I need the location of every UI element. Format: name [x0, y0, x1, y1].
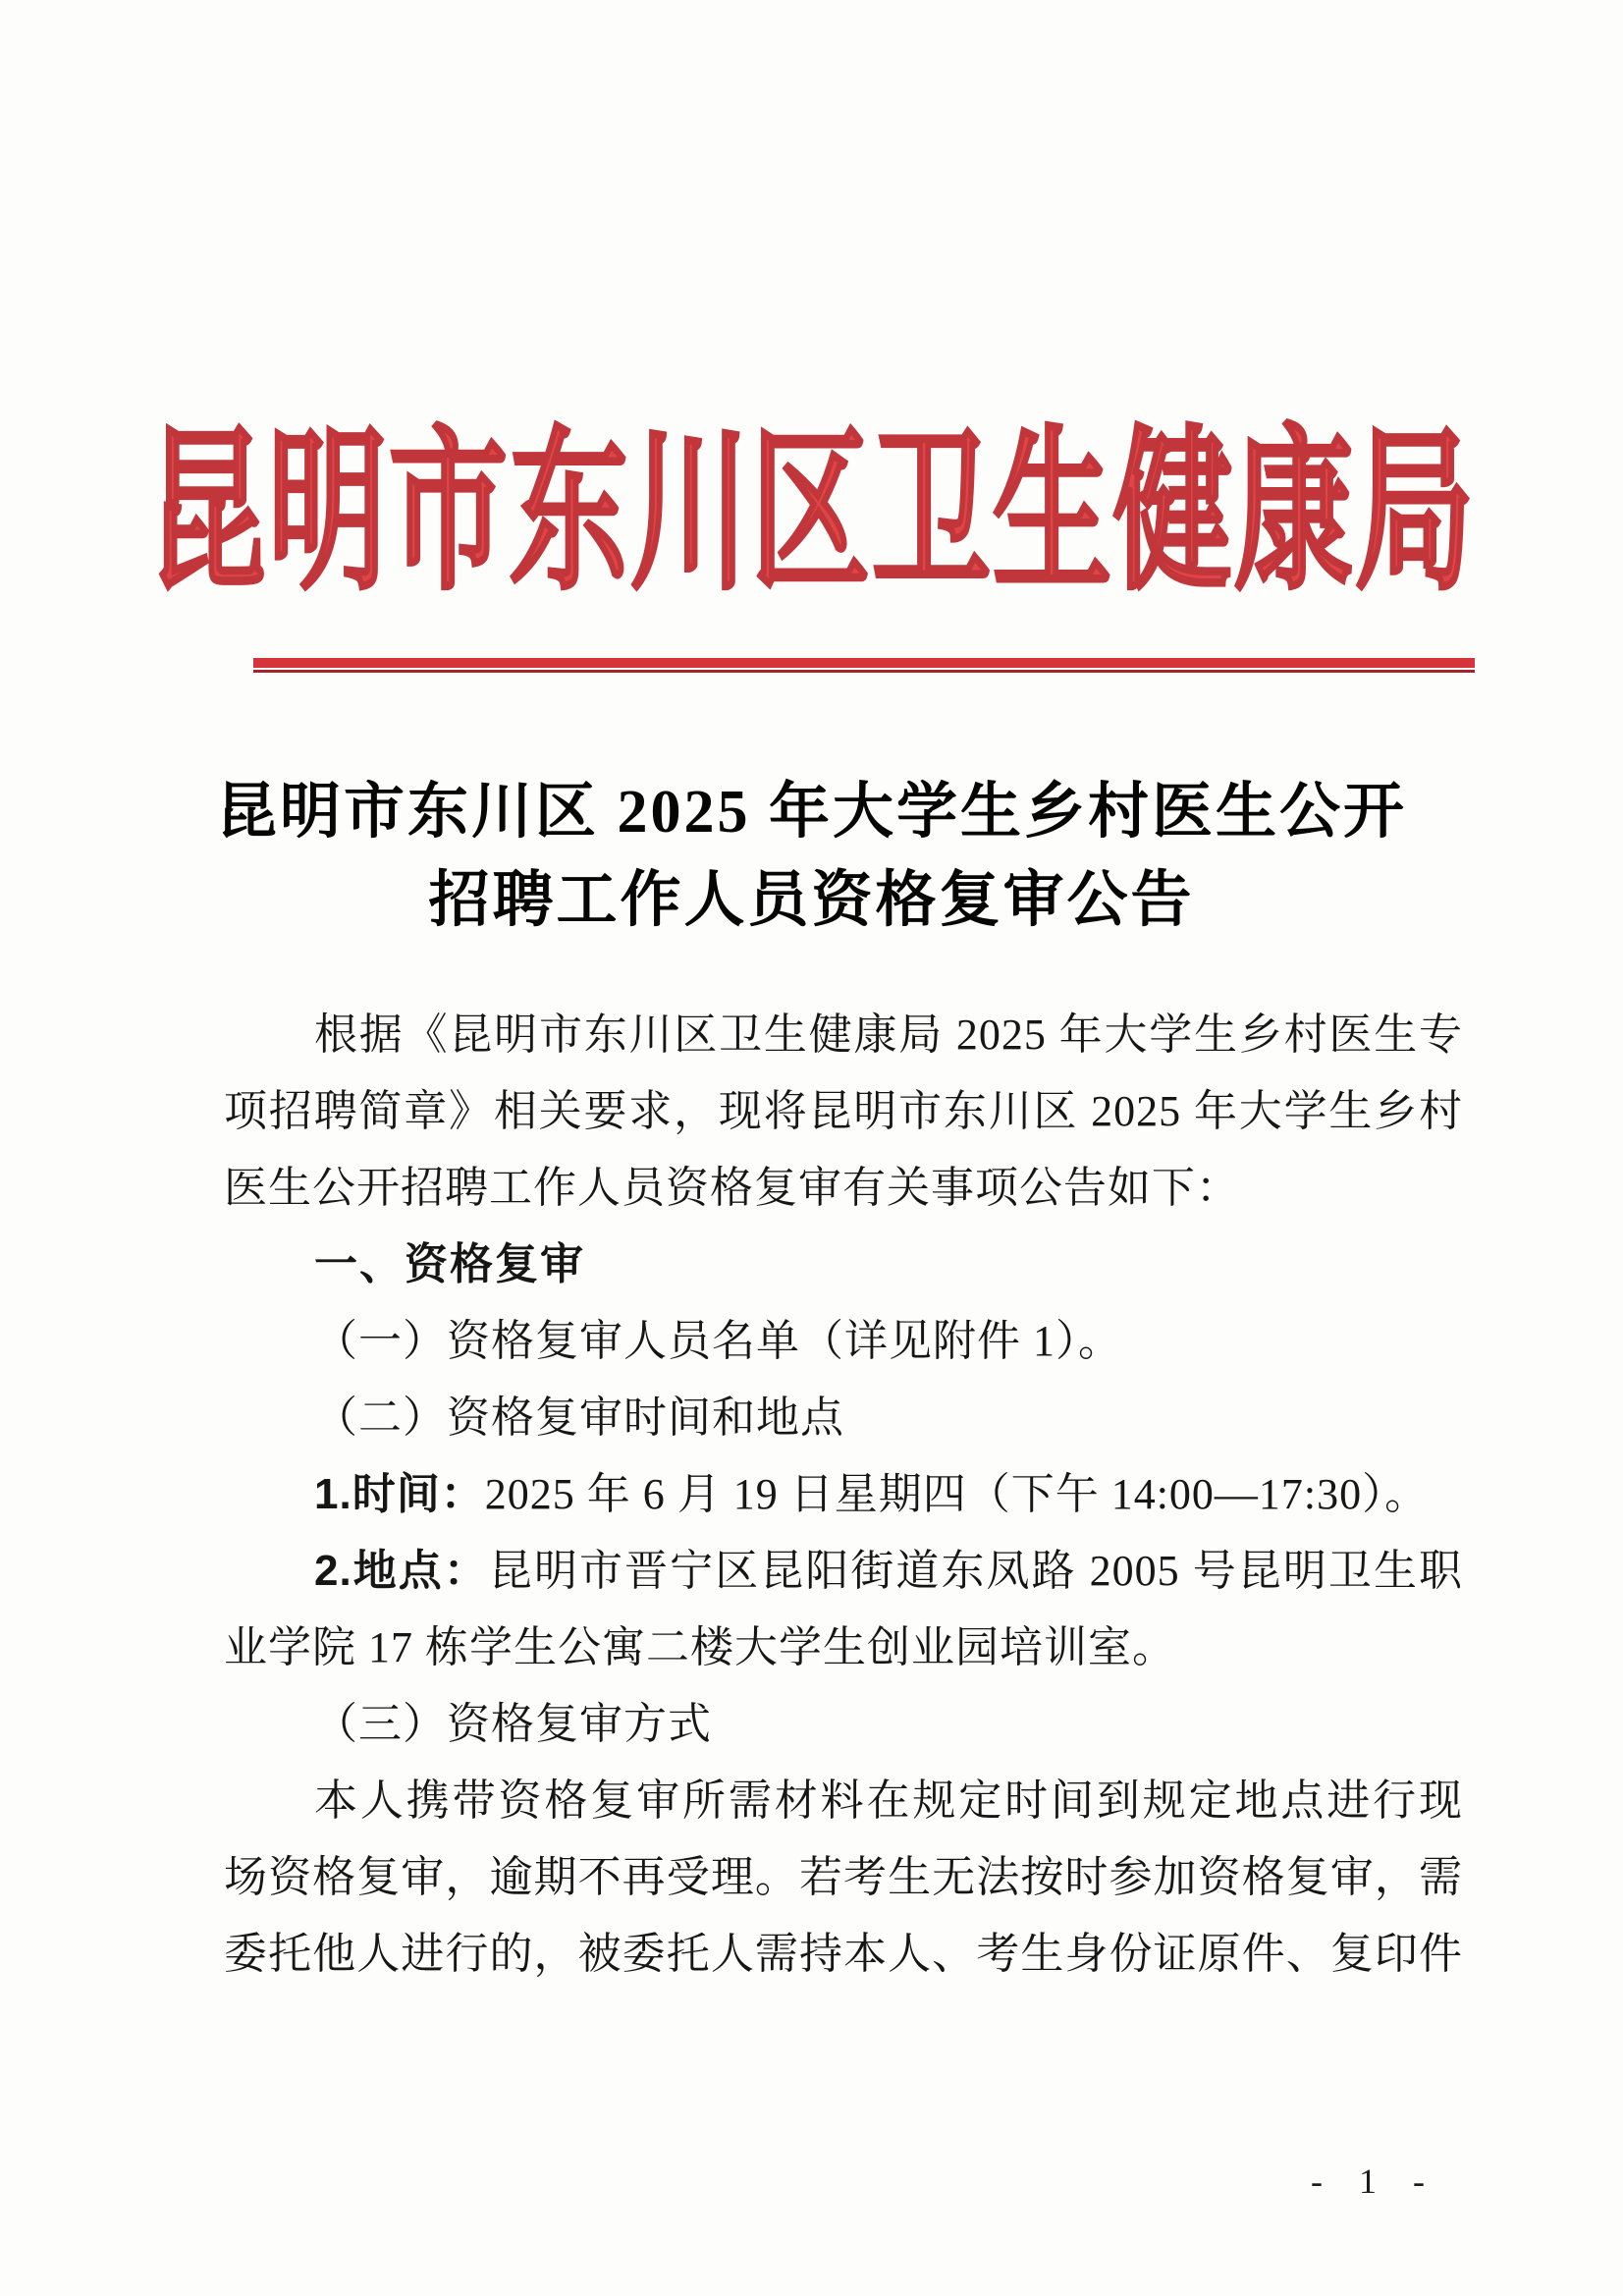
- rule-thin-line: [253, 670, 1475, 673]
- body-line-text: 根据《昆明市东川区卫生健康局 2025 年大学生乡村医生专: [314, 1011, 1463, 1059]
- body-line-text: 项招聘简章》相关要求，现将昆明市东川区 2025 年大学生乡村: [224, 1087, 1463, 1135]
- document-title: [0, 768, 1623, 945]
- document-title-line1: 昆明市东川区 2025 年大学生乡村医生公开: [215, 779, 1407, 846]
- body-line-text: 一、资格复审: [314, 1240, 585, 1288]
- document-title-line2: 招聘工作人员资格复审公告: [428, 867, 1195, 934]
- body-line-text: 委托他人进行的，被委托人需持本人、考生身份证原件、复印件: [224, 1930, 1463, 1978]
- body-line: [224, 1073, 1463, 1150]
- body-line: [224, 1686, 1463, 1763]
- body-line: [224, 997, 1463, 1073]
- body-line: [224, 1763, 1463, 1839]
- body-line: [224, 1839, 1463, 1916]
- body-line-text: （一）资格复审人员名单（详见附件 1）。: [314, 1317, 1122, 1365]
- body-line-text: （二）资格复审时间和地点: [314, 1394, 844, 1442]
- document-body: [224, 997, 1463, 1993]
- body-line-text: 场资格复审，逾期不再受理。若考生无法按时参加资格复审，需: [224, 1853, 1463, 1901]
- masthead-double-rule: [253, 658, 1475, 673]
- body-line-text: 昆明市晋宁区昆阳街道东凤路 2005 号昆明卫生职: [488, 1547, 1464, 1595]
- body-line: [224, 1610, 1463, 1686]
- body-line-label: 2.地点：: [314, 1547, 489, 1595]
- body-section-heading: [224, 1227, 1463, 1303]
- body-line-label: 1.时间：: [314, 1470, 485, 1518]
- page-number: - 1 -: [1311, 2161, 1438, 2201]
- body-line-text: 业学院 17 栋学生公寓二楼大学生创业园培训室。: [224, 1623, 1176, 1671]
- body-line-text: 2025 年 6 月 19 日星期四（下午 14:00—17:30）。: [484, 1470, 1430, 1518]
- body-line-text: （三）资格复审方式: [314, 1700, 712, 1748]
- body-line: [224, 1916, 1463, 1993]
- rule-thick-line: [253, 658, 1475, 668]
- body-line: [224, 1150, 1463, 1227]
- agency-masthead: [0, 391, 1623, 612]
- body-line: [224, 1533, 1463, 1610]
- body-line-text: 本人携带资格复审所需材料在规定时间到规定地点进行现: [314, 1777, 1463, 1825]
- body-line-text: 医生公开招聘工作人员资格复审有关事项公告如下：: [224, 1164, 1240, 1212]
- body-line: [224, 1303, 1463, 1380]
- body-line: [224, 1456, 1463, 1533]
- agency-masthead-title: 昆明市东川区卫生健康局: [146, 416, 1476, 612]
- body-line: [224, 1380, 1463, 1456]
